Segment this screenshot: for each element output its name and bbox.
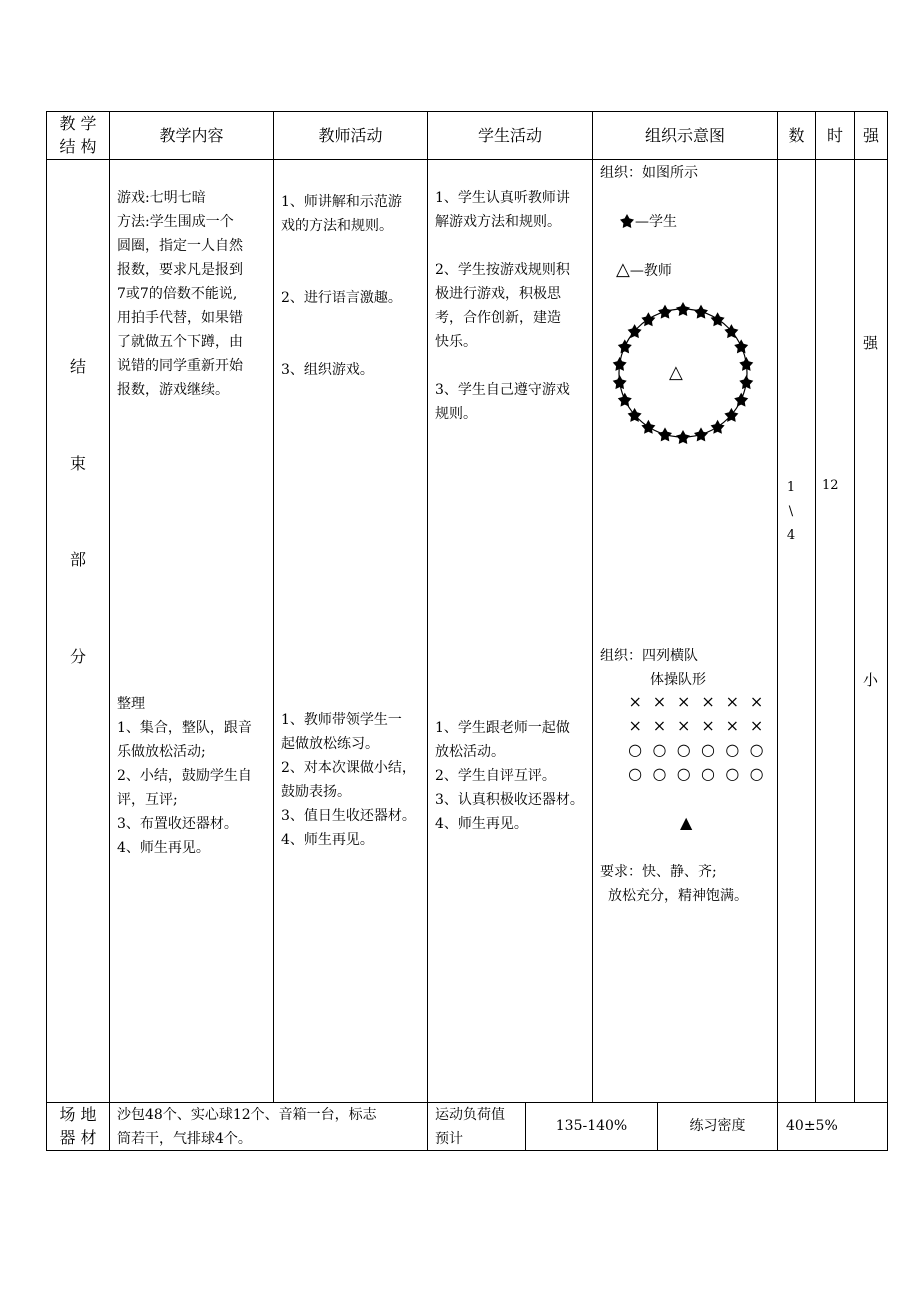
header-structure: 教 学 结 构 bbox=[59, 114, 97, 156]
student-marker-icon bbox=[618, 393, 632, 407]
student-marker-icon bbox=[613, 357, 627, 371]
footer-density-label: 练习密度 bbox=[689, 1118, 746, 1134]
circle-teacher-icon: △ bbox=[669, 362, 683, 383]
circle-formation-diagram bbox=[605, 300, 765, 460]
relax-student: 1、学生跟老师一起做 放松活动。 2、学生自评互评。 3、认真积极收还器材。 4、师生再见。 bbox=[435, 720, 584, 832]
formation-row-x-2: × × × × × × bbox=[628, 716, 764, 735]
student-marker-icon bbox=[739, 357, 753, 371]
student-marker-icon bbox=[641, 420, 655, 434]
student-marker-icon bbox=[619, 213, 635, 229]
header-content: 教学内容 bbox=[159, 126, 224, 145]
student-marker-icon bbox=[739, 375, 753, 389]
footer-label: 场 地 器 材 bbox=[59, 1105, 97, 1147]
section-label-3: 部 bbox=[69, 550, 86, 569]
student-marker-icon bbox=[676, 430, 690, 444]
footer-equipment: 沙包48个、实心球12个、音箱一台，标志 筒若干，气排球4个。 bbox=[117, 1107, 377, 1147]
header-count: 数 bbox=[788, 126, 805, 145]
student-marker-icon bbox=[676, 302, 690, 316]
requirement-1: 要求：快、静、齐; bbox=[600, 864, 717, 880]
formation-row-o-1: ○ ○ ○ ○ ○ ○ bbox=[628, 740, 764, 759]
section-label-2: 束 bbox=[69, 454, 86, 473]
intensity-small: 小 bbox=[863, 671, 879, 689]
formation-row-x-1: × × × × × × bbox=[628, 692, 764, 711]
requirement-2: 放松充分，精神饱满。 bbox=[608, 888, 748, 904]
header-intensity: 强 bbox=[862, 126, 879, 145]
header-student: 学生活动 bbox=[477, 126, 542, 145]
game-org: 组织：如图所示 bbox=[600, 165, 698, 181]
student-marker-icon bbox=[734, 393, 748, 407]
game-content: 游戏:七明七暗 方法:学生围成一个 圆圈，指定一人自然 报数，要求凡是报到 7或7的倍数不能说, 用拍手代替，如果错 了就做五个下蹲，由 说错的同学重新开始 报数，游戏继续。 bbox=[117, 190, 243, 398]
student-marker-icon bbox=[658, 427, 672, 441]
student-marker-icon bbox=[711, 420, 725, 434]
student-marker-icon bbox=[658, 305, 672, 319]
time-value: 12 bbox=[822, 478, 839, 493]
legend-student bbox=[619, 211, 677, 231]
legend-teacher bbox=[616, 259, 672, 280]
relax-teacher: 1、教师带领学生一 起做放松练习。 2、对本次课做小结， 鼓励表扬。 3、值日生收还器材。 4、师生再见。 bbox=[281, 712, 416, 848]
count-value: 1 \ 4 bbox=[786, 480, 796, 543]
footer-load-label: 运动负荷值 预计 bbox=[435, 1107, 505, 1147]
section-label-4: 分 bbox=[69, 647, 86, 666]
game-teacher: 1、师讲解和示范游 戏的方法和规则。 2、进行语言激趣。 3、组织游戏。 bbox=[281, 194, 402, 378]
header-time: 时 bbox=[826, 126, 843, 145]
intensity-strong: 强 bbox=[863, 334, 879, 352]
student-marker-icon bbox=[613, 375, 627, 389]
game-student: 1、学生认真听教师讲 解游戏方法和规则。 2、学生按游戏规则积 极进行游戏，积极思 考，合作创新，建造 快乐。 3、学生自己遵守游戏 规则。 bbox=[435, 190, 570, 422]
relax-org-1: 组织：四列横队 bbox=[600, 648, 698, 664]
student-markers bbox=[613, 302, 754, 444]
student-marker-icon bbox=[711, 312, 725, 326]
relax-content: 整理 1、集合，整队，跟音 乐做放松活动; 2、小结，鼓励学生自 评，互评; 3、布置收还器材。 4、师生再见。 bbox=[117, 696, 252, 856]
student-marker-icon bbox=[694, 427, 708, 441]
teacher-triangle-icon: △ bbox=[616, 259, 630, 280]
header-diagram: 组织示意图 bbox=[644, 126, 725, 145]
student-marker-icon bbox=[694, 305, 708, 319]
student-marker-icon bbox=[618, 339, 632, 353]
student-marker-icon bbox=[641, 312, 655, 326]
footer-density-value: 40±5% bbox=[786, 1118, 838, 1134]
header-teacher: 教师活动 bbox=[318, 126, 383, 145]
legend-student-text: —学生 bbox=[635, 214, 677, 230]
relax-org-2: 体操队形 bbox=[650, 672, 706, 688]
section-label-1: 结 bbox=[69, 357, 86, 376]
legend-teacher-text: —教师 bbox=[629, 263, 672, 279]
formation-row-o-2: ○ ○ ○ ○ ○ ○ bbox=[628, 764, 764, 783]
footer-load-value: 135-140% bbox=[555, 1118, 628, 1134]
student-marker-icon bbox=[734, 339, 748, 353]
teacher-filled-triangle-icon: ▲ bbox=[680, 813, 693, 832]
